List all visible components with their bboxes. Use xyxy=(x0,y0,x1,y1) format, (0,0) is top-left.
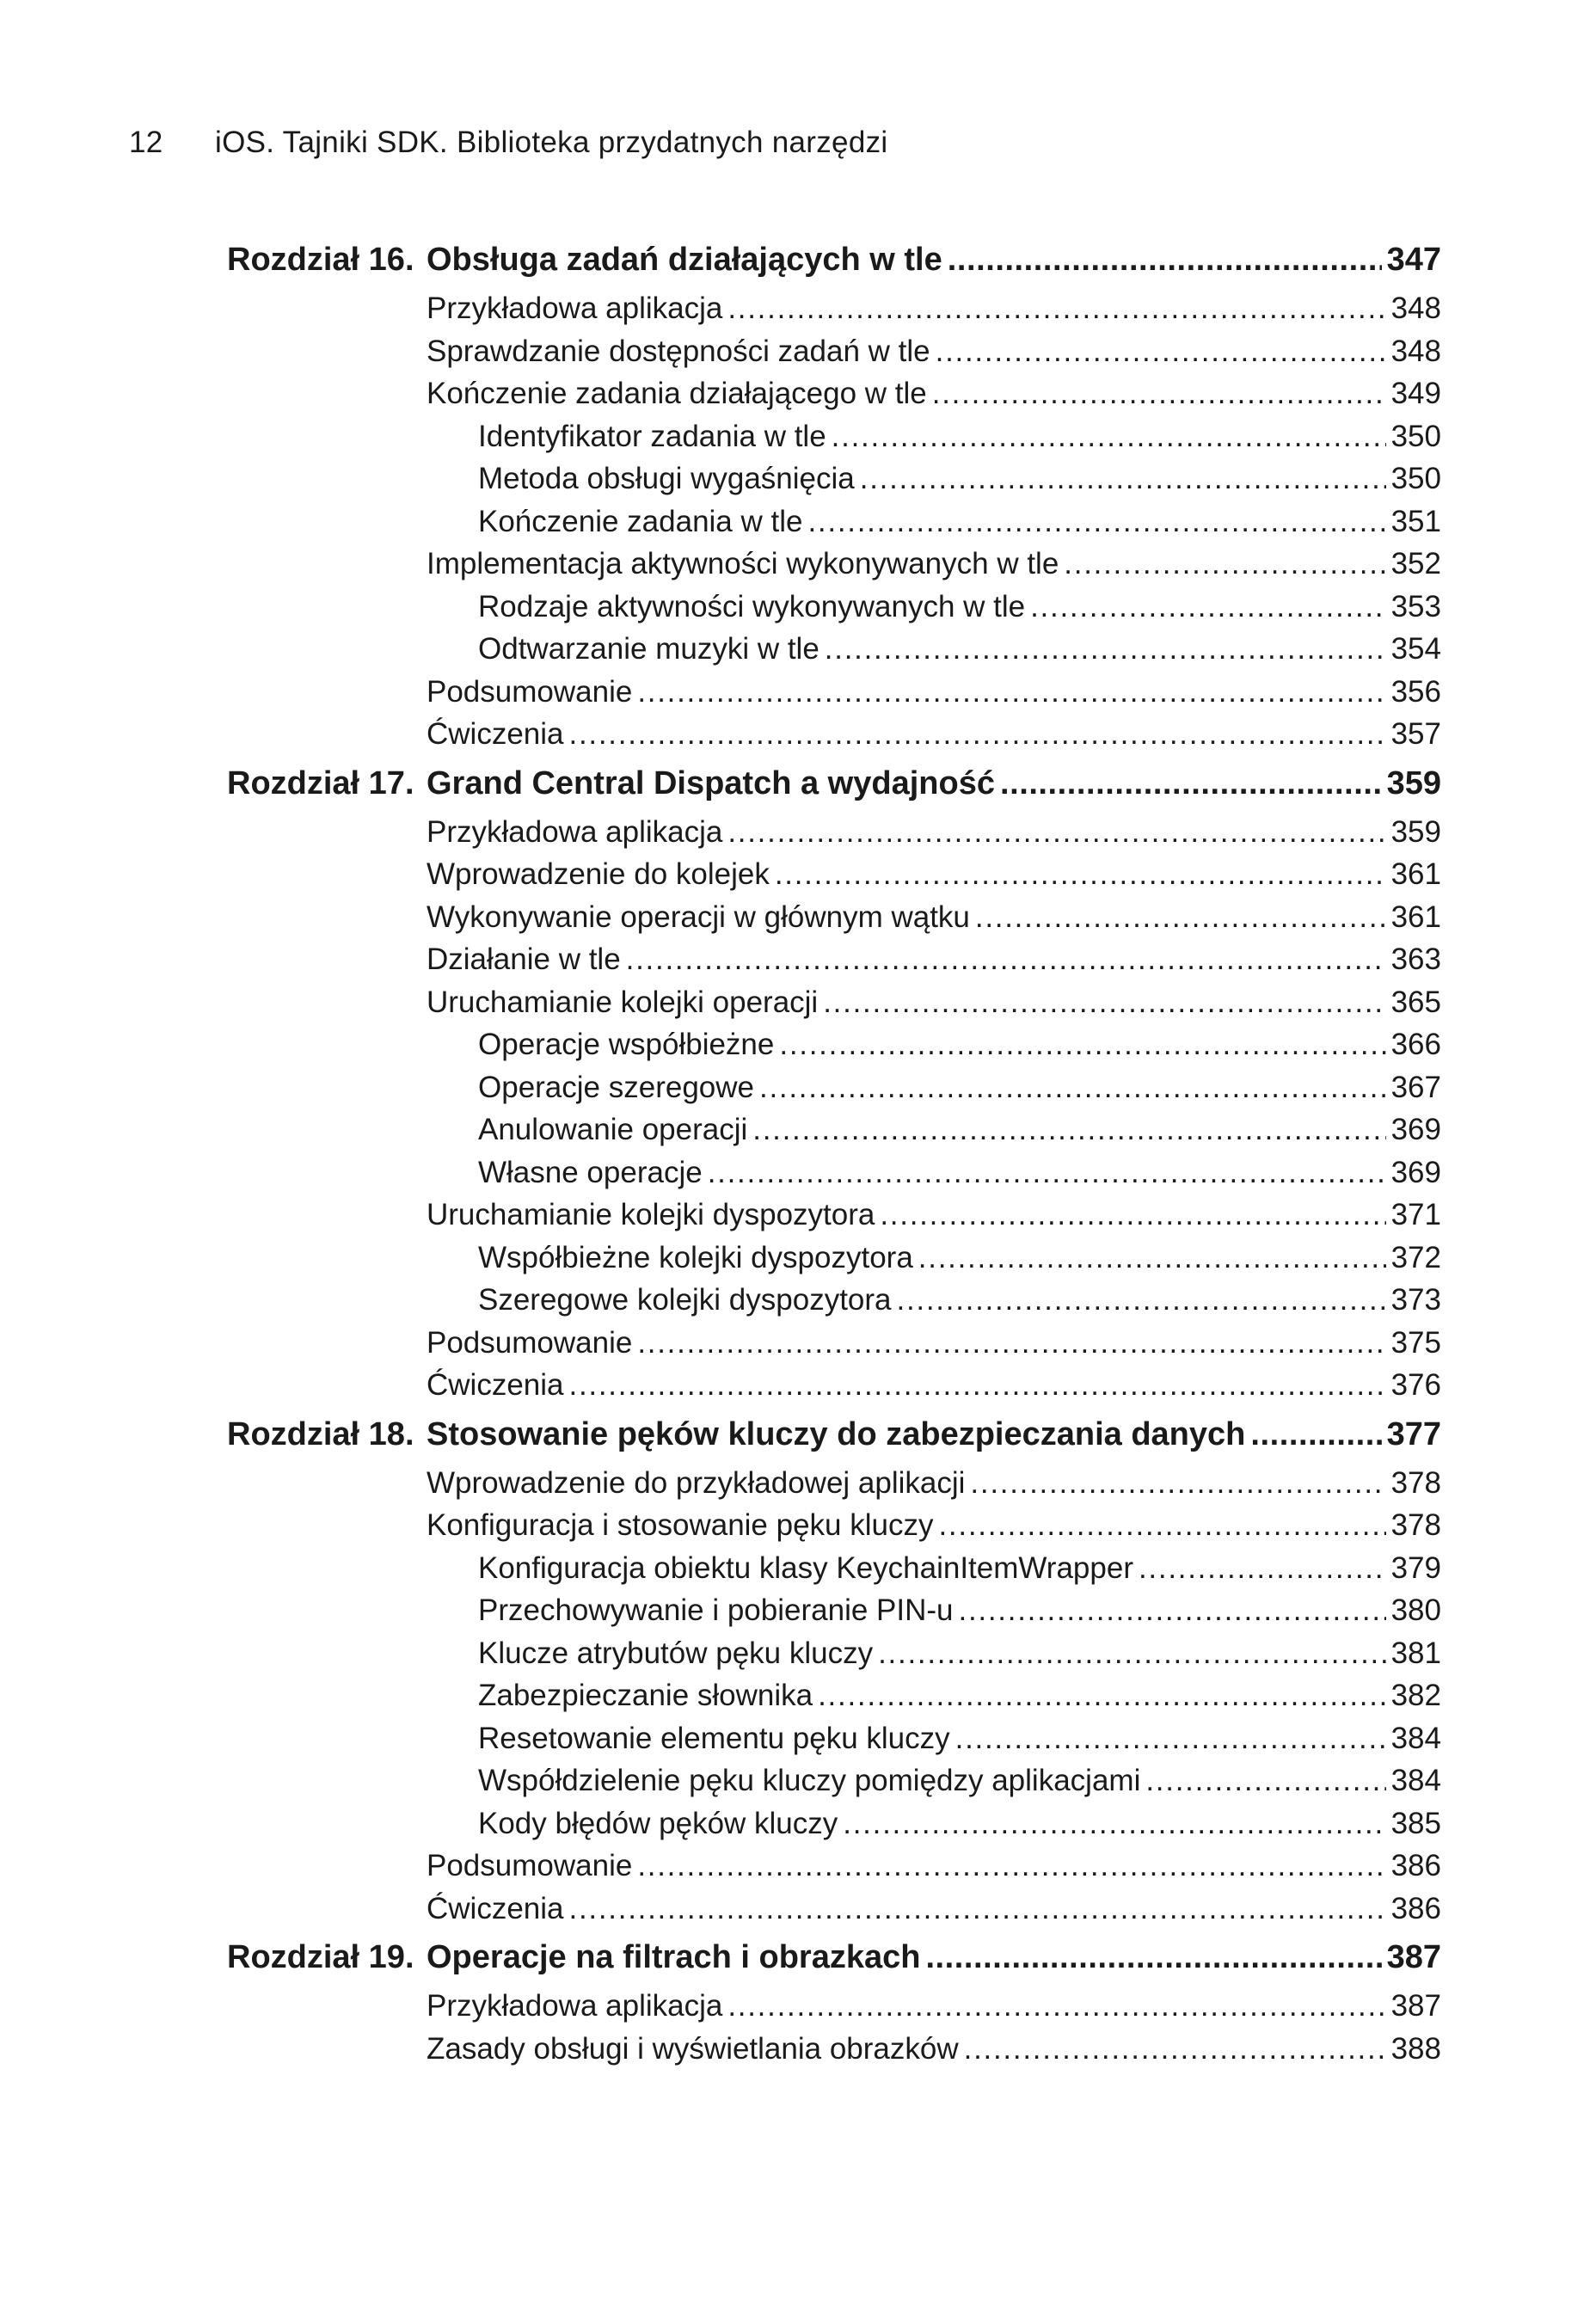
entry-page-number: 376 xyxy=(1390,1368,1441,1402)
toc-subsection-entry xyxy=(227,1237,1441,1280)
table-of-contents xyxy=(227,232,1441,2070)
dot-leader xyxy=(860,457,1386,500)
entry-page-number: 366 xyxy=(1390,1028,1441,1061)
chapter-heading xyxy=(227,232,1441,287)
running-head-title: iOS. Tajniki SDK. Biblioteka przydatnych narzędzi xyxy=(215,126,888,159)
entry-page-number: 379 xyxy=(1390,1550,1441,1585)
entry-page-number: 371 xyxy=(1390,1198,1441,1231)
dot-leader xyxy=(779,1023,1385,1066)
entry-title: Rodzaje aktywności wykonywanych w tle xyxy=(478,589,1026,623)
entry-page-number: 384 xyxy=(1390,1764,1441,1797)
chapter-heading xyxy=(227,1407,1441,1462)
toc-subsection-entry xyxy=(227,628,1441,671)
dot-leader xyxy=(897,1279,1386,1322)
entry-title: Podsumowanie xyxy=(427,1325,633,1360)
entry-page-number: 351 xyxy=(1390,504,1441,538)
toc-subsection-entry xyxy=(227,1023,1441,1066)
entry-page-number: 387 xyxy=(1390,1989,1441,2023)
entry-page-number: 367 xyxy=(1390,1070,1441,1104)
toc-subsection-entry xyxy=(227,500,1441,543)
toc-subsection-entry xyxy=(227,1066,1441,1109)
toc-section-entry xyxy=(227,1322,1441,1365)
toc-section-entry xyxy=(227,713,1441,756)
entry-page-number: 356 xyxy=(1390,674,1441,709)
chapter-title: Obsługa zadań działających w tle xyxy=(427,242,942,278)
entry-title: Podsumowanie xyxy=(427,674,633,709)
dot-leader xyxy=(823,981,1385,1024)
entry-title: Przykładowa aplikacja xyxy=(427,292,723,325)
entry-title: Zasady obsługi i wyświetlania obrazków xyxy=(427,2031,959,2066)
dot-leader xyxy=(626,938,1386,981)
toc-section-entry xyxy=(227,853,1441,896)
entry-title: Sprawdzanie dostępności zadań w tle xyxy=(427,334,930,368)
entry-page-number: 348 xyxy=(1390,334,1441,368)
dot-leader xyxy=(752,1108,1385,1151)
entry-title: Wprowadzenie do kolejek xyxy=(427,857,770,891)
entry-title: Anulowanie operacji xyxy=(478,1113,748,1146)
entry-title: Współbieżne kolejki dyspozytora xyxy=(478,1240,913,1274)
toc-section-entry xyxy=(227,1985,1441,2028)
chapter-page-number: 377 xyxy=(1386,1415,1441,1452)
toc-section-entry xyxy=(227,330,1441,373)
entry-title: Zabezpieczanie słownika xyxy=(478,1679,813,1712)
entry-title: Szeregowe kolejki dyspozytora xyxy=(478,1283,892,1317)
toc-section-entry xyxy=(227,1845,1441,1888)
entry-page-number: 372 xyxy=(1390,1240,1441,1274)
entry-page-number: 361 xyxy=(1390,857,1441,891)
page-number: 12 xyxy=(129,126,163,159)
dot-leader xyxy=(936,330,1386,373)
chapter-title: Stosowanie pęków kluczy do zabezpieczania danych xyxy=(427,1415,1246,1452)
toc-section-entry xyxy=(227,2028,1441,2071)
toc-section-entry xyxy=(227,981,1441,1024)
entry-page-number: 381 xyxy=(1390,1636,1441,1670)
toc-subsection-entry xyxy=(227,457,1441,500)
entry-title: Współdzielenie pęku kluczy pomiędzy aplikacjami xyxy=(478,1764,1141,1797)
toc-chapter xyxy=(227,232,1441,756)
toc-subsection-entry xyxy=(227,1108,1441,1151)
toc-subsection-entry xyxy=(227,1717,1441,1760)
entry-page-number: 386 xyxy=(1390,1891,1441,1925)
running-head xyxy=(129,119,887,167)
entry-title: Ćwiczenia xyxy=(427,1891,564,1925)
entry-page-number: 352 xyxy=(1390,547,1441,580)
dot-leader xyxy=(1030,586,1385,629)
toc-subsection-entry xyxy=(227,1674,1441,1717)
dot-leader xyxy=(938,1504,1385,1547)
toc-section-entry xyxy=(227,543,1441,586)
entry-page-number: 361 xyxy=(1390,900,1441,934)
toc-subsection-entry xyxy=(227,1802,1441,1845)
entry-page-number: 382 xyxy=(1390,1679,1441,1712)
entry-title: Kończenie zadania działającego w tle xyxy=(427,377,927,410)
toc-section-entry xyxy=(227,938,1441,981)
dot-leader xyxy=(925,1930,1381,1985)
dot-leader xyxy=(727,1985,1385,2028)
entry-title: Przykładowa aplikacja xyxy=(427,1989,723,2023)
chapter-heading xyxy=(227,1930,1441,1985)
entry-title: Własne operacje xyxy=(478,1155,703,1189)
entry-title: Wykonywanie operacji w głównym wątku xyxy=(427,900,970,934)
toc-section-entry xyxy=(227,372,1441,415)
dot-leader xyxy=(818,1674,1385,1717)
toc-subsection-entry xyxy=(227,1547,1441,1590)
chapter-page-number: 347 xyxy=(1386,242,1441,278)
entry-title: Przechowywanie i pobieranie PIN-u xyxy=(478,1593,954,1627)
entry-title: Ćwiczenia xyxy=(427,717,564,751)
entry-title: Uruchamianie kolejki dyspozytora xyxy=(427,1198,875,1231)
toc-section-entry xyxy=(227,1194,1441,1237)
dot-leader xyxy=(708,1151,1386,1194)
dot-leader xyxy=(1139,1547,1386,1590)
toc-section-entry xyxy=(227,1462,1441,1505)
chapter-label: Rozdział 17. xyxy=(227,764,414,801)
entry-title: Klucze atrybutów pęku kluczy xyxy=(478,1636,874,1670)
entry-page-number: 386 xyxy=(1390,1849,1441,1882)
entry-title: Kody błędów pęków kluczy xyxy=(478,1806,838,1840)
dot-leader xyxy=(948,232,1382,287)
dot-leader xyxy=(825,628,1386,671)
entry-title: Identyfikator zadania w tle xyxy=(478,419,826,453)
entry-title: Uruchamianie kolejki operacji xyxy=(427,985,819,1019)
dot-leader xyxy=(832,415,1386,458)
dot-leader xyxy=(959,1589,1386,1632)
dot-leader xyxy=(775,853,1386,896)
entry-page-number: 378 xyxy=(1390,1508,1441,1542)
entry-page-number: 369 xyxy=(1390,1155,1441,1189)
chapter-label: Rozdział 19. xyxy=(227,1939,414,1975)
dot-leader xyxy=(975,896,1386,939)
chapter-label: Rozdział 18. xyxy=(227,1415,414,1452)
dot-leader xyxy=(569,1364,1386,1407)
toc-subsection-entry xyxy=(227,586,1441,629)
entry-title: Odtwarzanie muzyki w tle xyxy=(478,632,819,666)
toc-section-entry xyxy=(227,1888,1441,1931)
dot-leader xyxy=(759,1066,1386,1109)
entry-title: Konfiguracja obiektu klasy KeychainItemWrapper xyxy=(478,1550,1133,1585)
entry-title: Przykładowa aplikacja xyxy=(427,814,723,849)
toc-section-entry xyxy=(227,1364,1441,1407)
dot-leader xyxy=(843,1802,1385,1845)
toc-chapter xyxy=(227,756,1441,1407)
entry-title: Działanie w tle xyxy=(427,943,621,976)
entry-title: Kończenie zadania w tle xyxy=(478,504,803,538)
entry-title: Podsumowanie xyxy=(427,1849,633,1882)
toc-section-entry xyxy=(227,896,1441,939)
dot-leader xyxy=(918,1237,1386,1280)
chapter-title: Grand Central Dispatch a wydajność xyxy=(427,764,995,801)
dot-leader xyxy=(1064,543,1385,586)
chapter-page-number: 387 xyxy=(1386,1939,1441,1975)
entry-page-number: 359 xyxy=(1390,814,1441,849)
entry-title: Operacje szeregowe xyxy=(478,1070,754,1104)
dot-leader xyxy=(878,1632,1385,1675)
entry-title: Wprowadzenie do przykładowej aplikacji xyxy=(427,1465,966,1500)
dot-leader xyxy=(1000,756,1382,811)
entry-page-number: 388 xyxy=(1390,2031,1441,2066)
chapter-label: Rozdział 16. xyxy=(227,242,414,278)
dot-leader xyxy=(569,1888,1386,1931)
chapter-title: Operacje na filtrach i obrazkach xyxy=(427,1939,921,1975)
entry-page-number: 348 xyxy=(1390,292,1441,325)
toc-subsection-entry xyxy=(227,1589,1441,1632)
toc-subsection-entry xyxy=(227,1151,1441,1194)
entry-title: Ćwiczenia xyxy=(427,1368,564,1402)
entry-page-number: 350 xyxy=(1390,419,1441,453)
toc-subsection-entry xyxy=(227,1759,1441,1802)
entry-page-number: 384 xyxy=(1390,1721,1441,1755)
entry-title: Implementacja aktywności wykonywanych w tle xyxy=(427,547,1059,580)
entry-page-number: 369 xyxy=(1390,1113,1441,1146)
dot-leader xyxy=(1145,1759,1385,1802)
entry-page-number: 349 xyxy=(1390,377,1441,410)
dot-leader xyxy=(569,713,1386,756)
entry-title: Metoda obsługi wygaśnięcia xyxy=(478,462,855,495)
entry-title: Konfiguracja i stosowanie pęku kluczy xyxy=(427,1508,934,1542)
dot-leader xyxy=(637,1322,1385,1365)
dot-leader xyxy=(970,1462,1385,1505)
dot-leader xyxy=(1250,1407,1381,1462)
chapter-heading xyxy=(227,756,1441,811)
dot-leader xyxy=(637,671,1385,714)
dot-leader xyxy=(637,1845,1385,1888)
toc-subsection-entry xyxy=(227,1632,1441,1675)
toc-section-entry xyxy=(227,811,1441,854)
entry-page-number: 357 xyxy=(1390,717,1441,751)
entry-page-number: 375 xyxy=(1390,1325,1441,1360)
entry-page-number: 354 xyxy=(1390,632,1441,666)
dot-leader xyxy=(807,500,1385,543)
dot-leader xyxy=(727,287,1385,330)
toc-subsection-entry xyxy=(227,415,1441,458)
entry-page-number: 378 xyxy=(1390,1465,1441,1500)
dot-leader xyxy=(932,372,1386,415)
entry-title: Operacje współbieżne xyxy=(478,1028,775,1061)
toc-subsection-entry xyxy=(227,1279,1441,1322)
entry-page-number: 350 xyxy=(1390,462,1441,495)
toc-chapter xyxy=(227,1930,1441,2070)
toc-section-entry xyxy=(227,1504,1441,1547)
entry-page-number: 365 xyxy=(1390,985,1441,1019)
entry-page-number: 385 xyxy=(1390,1806,1441,1840)
dot-leader xyxy=(964,2028,1386,2071)
entry-page-number: 353 xyxy=(1390,589,1441,623)
entry-page-number: 373 xyxy=(1390,1283,1441,1317)
entry-page-number: 380 xyxy=(1390,1593,1441,1627)
dot-leader xyxy=(727,811,1385,854)
entry-title: Resetowanie elementu pęku kluczy xyxy=(478,1721,950,1755)
toc-section-entry xyxy=(227,287,1441,330)
dot-leader xyxy=(880,1194,1385,1237)
chapter-page-number: 359 xyxy=(1386,764,1441,801)
dot-leader xyxy=(955,1717,1386,1760)
toc-chapter xyxy=(227,1407,1441,1931)
toc-section-entry xyxy=(227,671,1441,714)
entry-page-number: 363 xyxy=(1390,943,1441,976)
